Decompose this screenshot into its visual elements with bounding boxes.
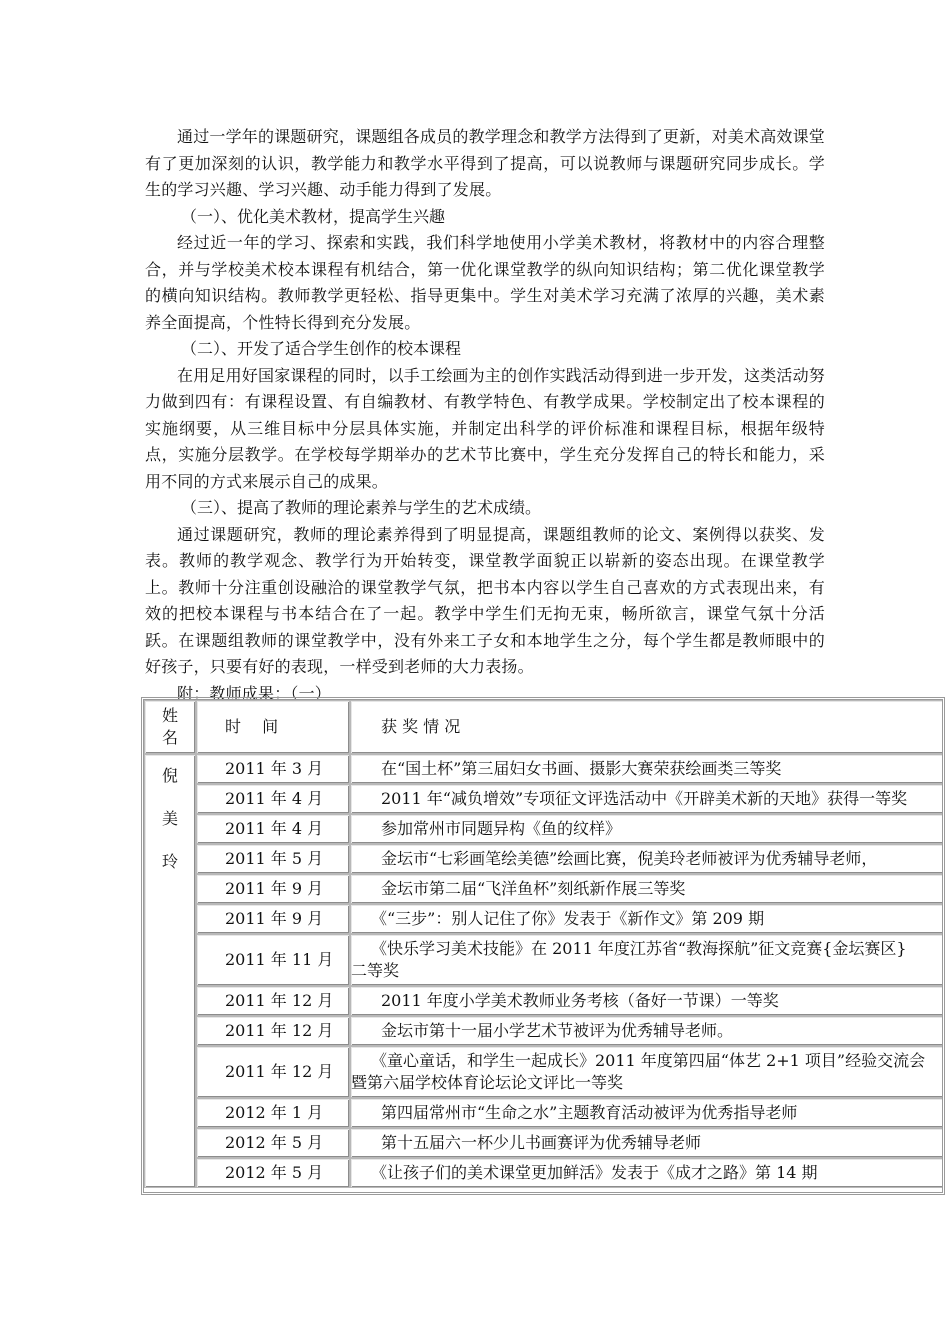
teacher-name-char: 玲	[161, 852, 178, 871]
header-name-char: 名	[161, 728, 178, 747]
time-cell: 2011 年 12 月	[196, 986, 350, 1016]
teacher-name-char: 倪	[161, 766, 178, 785]
table-row	[144, 814, 945, 844]
table-row	[144, 844, 945, 874]
award-line: 二等奖	[351, 961, 400, 980]
table-row	[144, 934, 945, 986]
time-cell: 2012 年 5 月	[196, 1128, 350, 1158]
award-cell: 金坛市第十一届小学艺术节被评为优秀辅导老师。	[350, 1016, 945, 1046]
table-header-row	[144, 700, 945, 754]
paragraph: 在用足用好国家课程的同时，以手工绘画为主的创作实践活动得到进一步开发，这类活动努力做到四有：有课程设置、有自编教材、有教学特色、有教学成果。学校制定出了校本课程的实施纲要，从三维目标中分层具体实施，并制定出科学的评价标准和课程目标，根据年级特点，实施分层教学。在学校每学期举办的艺术节比赛中，学生充分发挥自己的特长和能力，采用不同的方式来展示自己的成果。	[145, 365, 826, 491]
header-award: 获 奖 情 况	[350, 700, 945, 754]
award-cell: 2011 年“减负增效”专项征文评选活动中《开辟美术新的天地》获得一等奖	[350, 784, 945, 814]
award-cell: 金坛市“七彩画笔绘美德”绘画比赛，倪美玲老师被评为优秀辅导老师，	[350, 844, 945, 874]
time-cell: 2011 年 9 月	[196, 874, 350, 904]
award-cell: 2011 年度小学美术教师业务考核（备好一节课）一等奖	[350, 986, 945, 1016]
table-row	[144, 1016, 945, 1046]
body-text	[145, 124, 825, 707]
award-cell: 在“国土杯”第三届妇女书画、摄影大赛荣获绘画类三等奖	[350, 754, 945, 784]
award-cell: 第十五届六一杯少儿书画赛评为优秀辅导老师	[350, 1128, 945, 1158]
table-row	[144, 904, 945, 934]
award-cell: 参加常州市同题异构《鱼的纹样》	[350, 814, 945, 844]
award-cell	[350, 934, 945, 986]
award-line: 《童心童话，和学生一起成长》2011 年度第四届“体艺 2+1 项目”经验交流会	[371, 1051, 926, 1070]
header-name	[144, 700, 196, 754]
table-row	[144, 1098, 945, 1128]
section-heading: （二）、开发了适合学生创作的校本课程	[181, 339, 462, 358]
table-row	[144, 1128, 945, 1158]
time-cell: 2011 年 5 月	[196, 844, 350, 874]
teacher-name-cell	[144, 754, 196, 1188]
table-row	[144, 754, 945, 784]
award-line: 暨第六届学校体育论坛论文评比一等奖	[351, 1073, 624, 1092]
table-row	[144, 784, 945, 814]
table-row	[144, 1046, 945, 1098]
award-line: 《快乐学习美术技能》在 2011 年度江苏省“教海探航”征文竞赛{金坛赛区}	[371, 939, 907, 958]
award-cell: 《“三步”：别人记住了你》发表于《新作文》第 209 期	[350, 904, 945, 934]
award-cell	[350, 1046, 945, 1098]
time-cell: 2011 年 12 月	[196, 1016, 350, 1046]
table-row	[144, 874, 945, 904]
award-cell: 《让孩子们的美术课堂更加鲜活》发表于《成才之路》第 14 期	[350, 1158, 945, 1188]
time-cell: 2011 年 4 月	[196, 814, 350, 844]
section-heading: （一）、优化美术教材，提高学生兴趣	[181, 206, 446, 226]
header-name-char: 姓	[161, 706, 178, 725]
time-cell: 2012 年 5 月	[196, 1158, 350, 1188]
time-cell: 2011 年 4 月	[196, 784, 350, 814]
time-cell: 2011 年 12 月	[196, 1046, 350, 1098]
time-cell: 2011 年 3 月	[196, 754, 350, 784]
header-time: 时 间	[196, 700, 350, 754]
table-row	[144, 986, 945, 1016]
appendix-label: 附：教师成果：（一）	[177, 683, 332, 703]
time-cell: 2011 年 9 月	[196, 904, 350, 934]
award-cell: 金坛市第二届“飞洋鱼杯”刻纸新作展三等奖	[350, 874, 945, 904]
time-cell: 2011 年 11 月	[196, 934, 350, 986]
paragraph: 经过近一年的学习、探索和实践，我们科学地使用小学美术教材，将教材中的内容合理整合，并与学校美术校本课程有机结合，第一优化课堂教学的纵向知识结构；第二优化课堂教学的横向知识结构。教师教学更轻松、指导更集中。学生对美术学习充满了浓厚的兴趣，美术素养全面提高，个性特长得到充分发展。	[145, 233, 825, 332]
paragraph: 通过一学年的课题研究，课题组各成员的教学理念和教学方法得到了更新，对美术高效课堂有了更加深刻的认识，教学能力和教学水平得到了提高，可以说教师与课题研究同步成长。学生的学习兴趣、学习兴趣、动手能力得到了发展。	[145, 127, 826, 199]
award-cell: 第四届常州市“生命之水”主题教育活动被评为优秀指导老师	[350, 1098, 945, 1128]
section-heading: （三）、提高了教师的理论素养与学生的艺术成绩。	[181, 498, 542, 517]
awards-table	[141, 697, 945, 1195]
time-cell: 2012 年 1 月	[196, 1098, 350, 1128]
paragraph: 通过课题研究，教师的理论素养得到了明显提高，课题组教师的论文、案例得以获奖、发表。教师的教学观念、教学行为开始转变，课堂教学面貌正以崭新的姿态出现。在课堂教学上。教师十分注重创设融洽的课堂教学气氛，把书本内容以学生自己喜欢的方式表现出来，有效的把校本课程与书本结合在了一起。教学中学生们无拘无束，畅所欲言，课堂气氛十分活跃。在课题组教师的课堂教学中，没有外来工子女和本地学生之分，每个学生都是教师眼中的好孩子，只要有好的表现，一样受到老师的大力表扬。	[145, 524, 825, 676]
table-row	[144, 1158, 945, 1188]
teacher-name-char: 美	[161, 809, 178, 828]
